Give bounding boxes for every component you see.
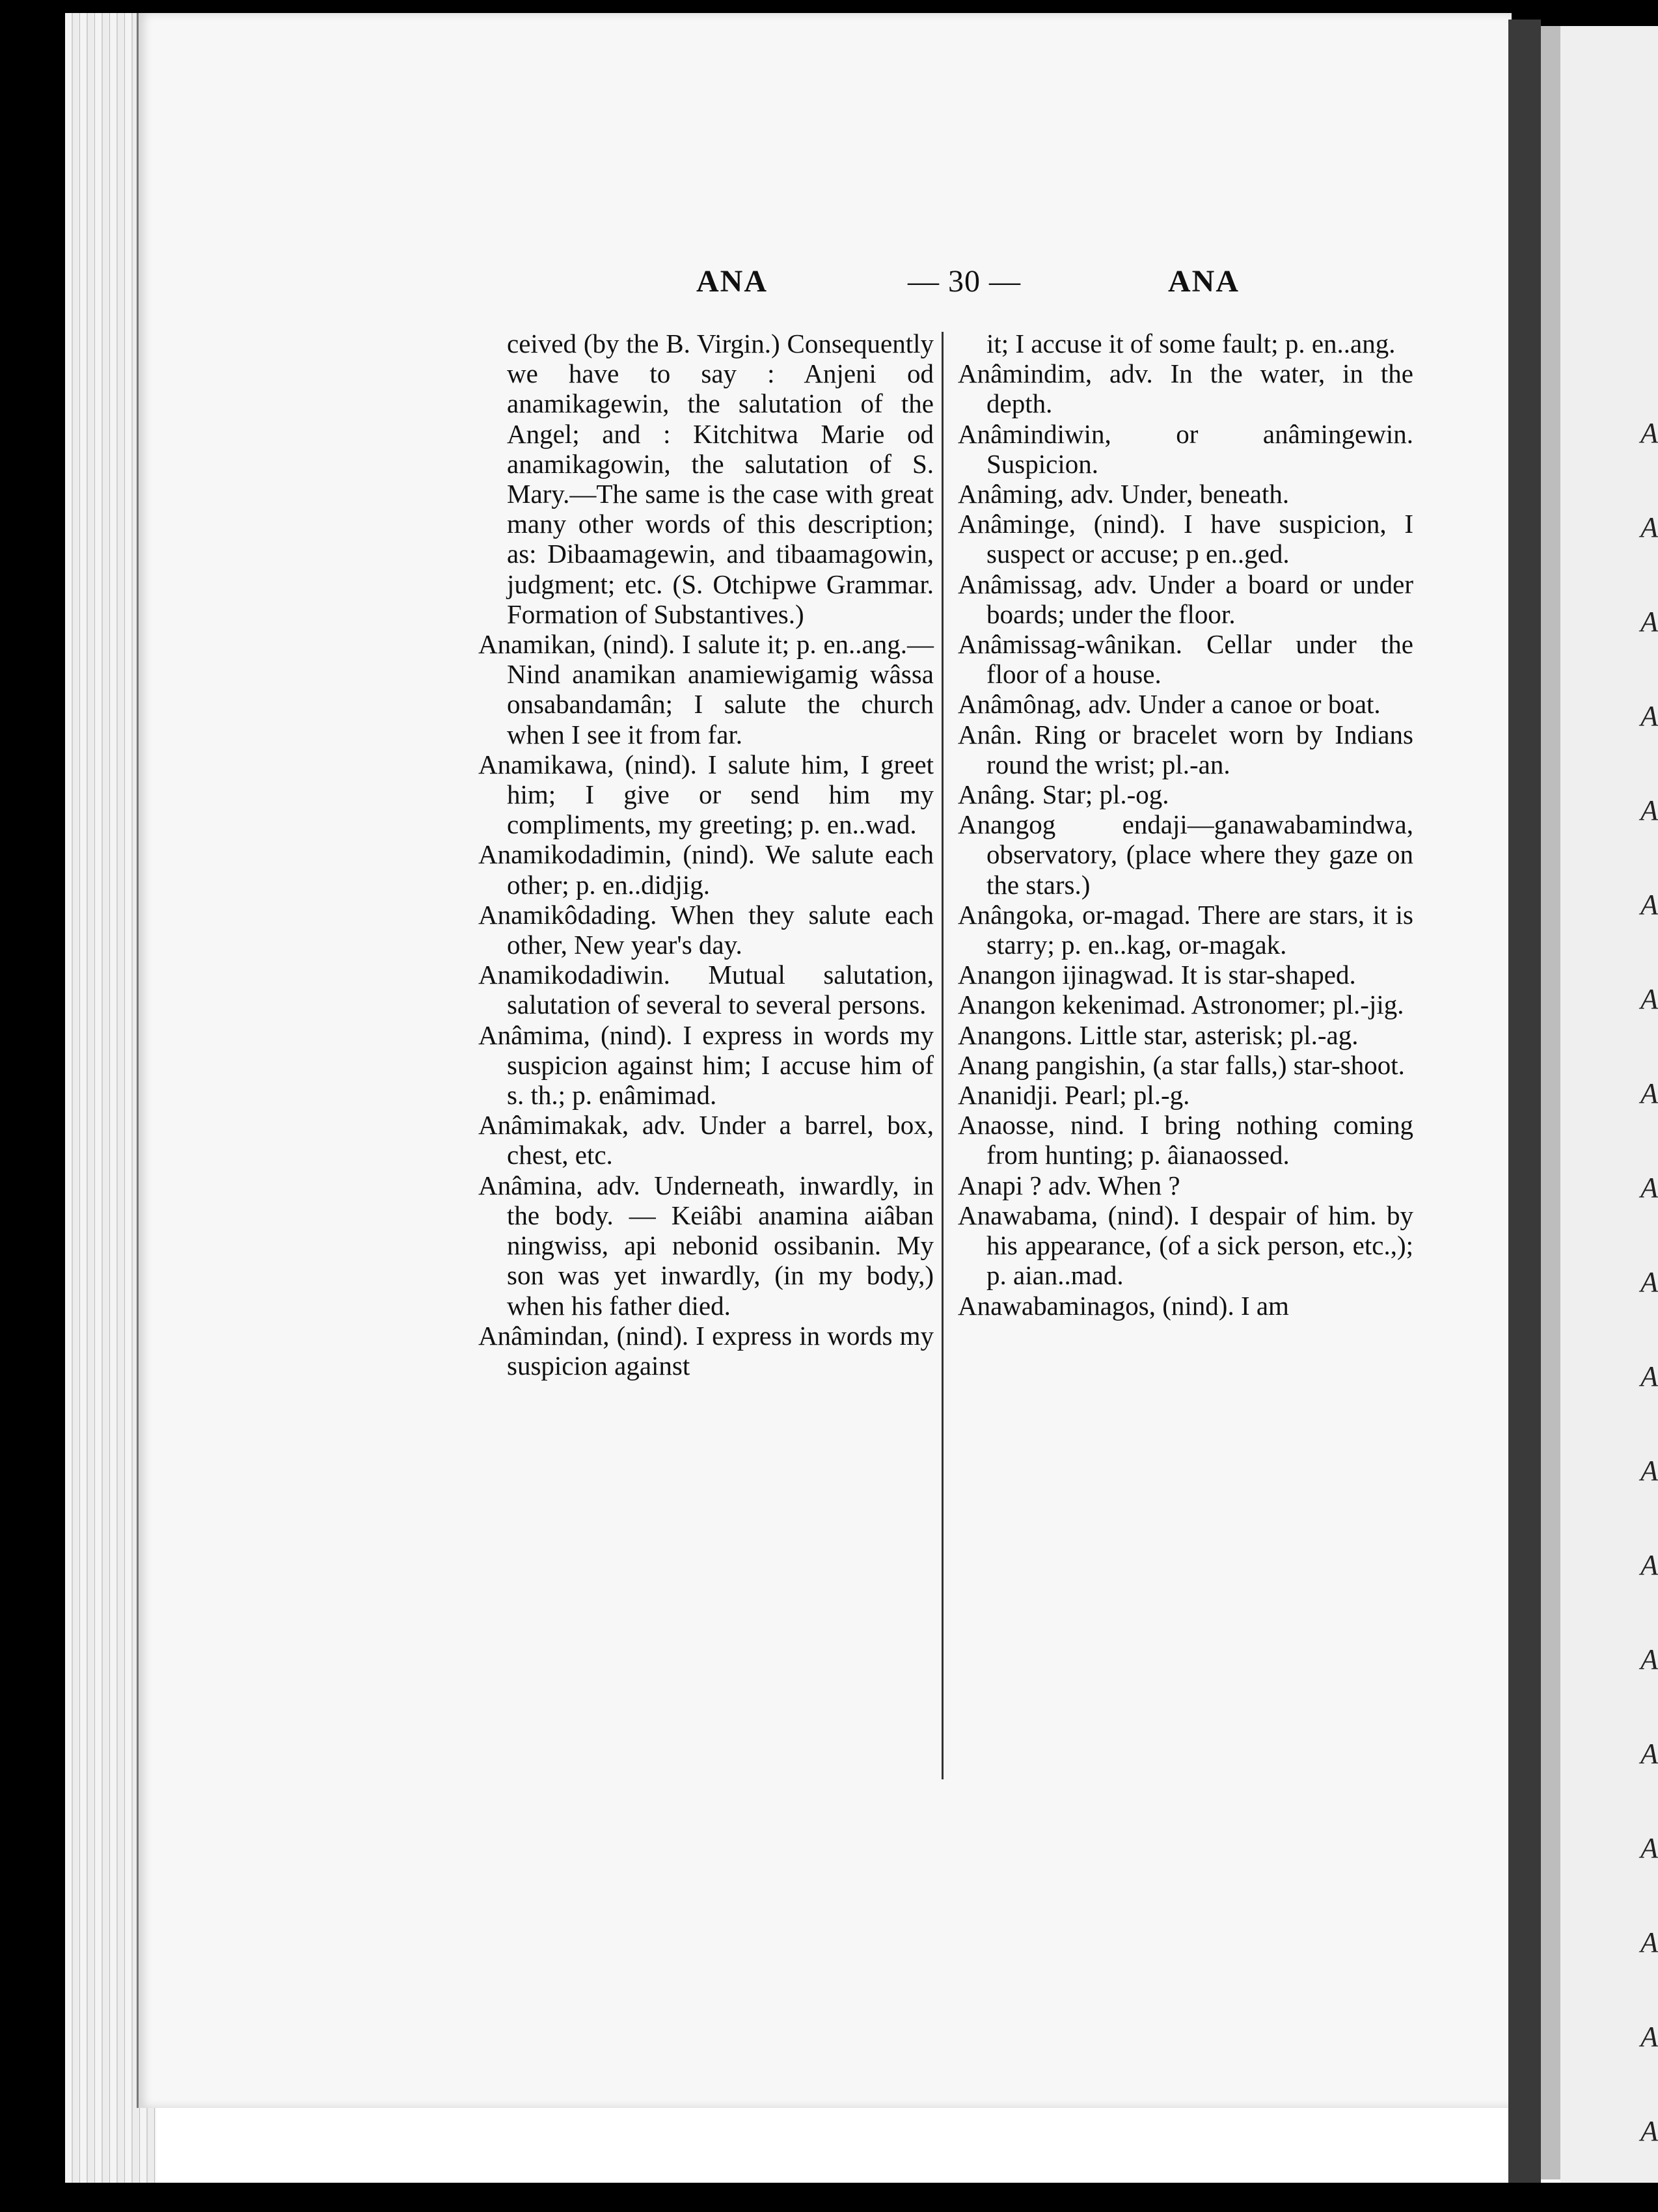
- dictionary-entry: Anapi ? adv. When ?: [958, 1170, 1180, 1200]
- facing-page-letter: A: [1640, 1455, 1658, 1487]
- dictionary-entry: Anâmina, adv. Underneath, inwardly, in the body. — Keiâbi anamina aiâban ningwiss, api nebonid ossibanin. My son was yet inwardly, (in my body,) when his father died.: [478, 1170, 934, 1321]
- facing-page-letter: A: [1640, 1738, 1658, 1770]
- facing-page-letter: A: [1640, 889, 1658, 921]
- right-column: [958, 329, 1413, 1321]
- scan-border-left: [0, 0, 65, 2212]
- facing-page-letter: A: [1640, 1172, 1658, 1204]
- dictionary-entry: Anangons. Little star, asterisk; pl.-ag.: [958, 1019, 1359, 1050]
- dictionary-entry: Anân. Ring or bracelet worn by Indians round the wrist; pl.-an.: [958, 719, 1413, 779]
- facing-page-letter: A: [1640, 1549, 1658, 1581]
- dictionary-entry: Anang pangishin, (a star falls,) star-shoot.: [958, 1049, 1405, 1080]
- scan-border-bottom: [0, 2183, 1658, 2212]
- dictionary-entry: Anâmima, (nind). I express in words my suspicion against him; I accuse him of s. th.; p. enâmimad.: [478, 1019, 934, 1111]
- dictionary-entry: Anâmimakak, adv. Under a barrel, box, chest, etc.: [478, 1110, 934, 1170]
- facing-page-letter: A: [1640, 1832, 1658, 1864]
- dictionary-entry: Anamikôdading. When they salute each other, New year's day.: [478, 899, 934, 960]
- dictionary-entry: Anawabaminagos, (nind). I am: [958, 1290, 1289, 1321]
- dictionary-entry: Anâminge, (nind). I have suspicion, I suspect or accuse; p en..ged.: [958, 509, 1413, 569]
- dictionary-entry: Anâmônag, adv. Under a canoe or boat.: [958, 689, 1381, 720]
- dictionary-entry: Anâmissag, adv. Under a board or under boards; under the floor.: [958, 569, 1413, 629]
- facing-page-letter: A: [1640, 511, 1658, 543]
- dictionary-entry: Anâmindiwin, or anâmingewin. Suspicion.: [958, 418, 1413, 479]
- spine-edge: [1541, 26, 1560, 2179]
- facing-page-letter: A: [1640, 1360, 1658, 1392]
- dictionary-entry: Anangon kekenimad. Astronomer; pl.-jig.: [958, 990, 1404, 1020]
- column-divider: [942, 332, 944, 1779]
- book-spine: [1508, 20, 1541, 2183]
- dictionary-entry: Anangon ijinagwad. It is star-shaped.: [958, 960, 1356, 990]
- page-number: — 30 —: [908, 264, 1021, 299]
- running-head-right: ANA: [1168, 264, 1240, 299]
- dictionary-entry: Anâming, adv. Under, beneath.: [958, 479, 1290, 509]
- dictionary-entry: Anangog endaji—ganawabamindwa, observatory, (place where they gaze on the stars.): [958, 809, 1413, 900]
- dictionary-entry: Anamikan, (nind). I salute it; p. en..ang.—Nind anamikan anamiewigamig wâssa onsabandamân; I salute the church when I see it from far.: [478, 629, 934, 749]
- dictionary-entry: Anamikawa, (nind). I salute him, I greet him; I give or send him my compliments, my greeting; p. en..wad.: [478, 749, 934, 840]
- facing-page-letter: A: [1640, 1926, 1658, 1958]
- running-head-left: ANA: [696, 264, 768, 299]
- facing-page-letter: A: [1640, 417, 1658, 449]
- dictionary-entry: Anâng. Star; pl.-og.: [958, 779, 1169, 810]
- dictionary-entry: ceived (by the B. Virgin.) Consequently we have to say : Anjeni od anamikagewin, the salutation of the Angel; and : Kitchitwa Marie od anamikagowin, the salutation of S. Mary.—The same is the case with great many other words of this description; as: Dibaamagewin, and tibaamagowin, judgment; etc. (S. Otchipwe Grammar. Formation of Substantives.): [507, 329, 934, 629]
- facing-page-letter: A: [1640, 700, 1658, 732]
- dictionary-entry: Anângoka, or-magad. There are stars, it is starry; p. en..kag, or-magak.: [958, 899, 1413, 960]
- dictionary-entry: Anamikodadimin, (nind). We salute each other; p. en..didjig.: [478, 839, 934, 900]
- dictionary-entry: Anawabama, (nind). I despair of him. by his appearance, (of a sick person, etc.,); p. aian..mad.: [958, 1200, 1413, 1291]
- facing-page-letter: A: [1640, 606, 1658, 638]
- dictionary-entry: Ananidji. Pearl; pl.-g.: [958, 1080, 1190, 1111]
- facing-page-fragment: [1560, 26, 1658, 2183]
- dictionary-entry: Anâmindan, (nind). I express in words my suspicion against: [478, 1320, 934, 1381]
- dictionary-entry: Anâmindim, adv. In the water, in the depth.: [958, 358, 1413, 419]
- facing-page-letter: A: [1640, 1643, 1658, 1675]
- facing-page-letter: A: [1640, 794, 1658, 826]
- dictionary-entry: Anâmissag-wânikan. Cellar under the floor of a house.: [958, 629, 1413, 690]
- facing-page-letter: A: [1640, 2021, 1658, 2053]
- facing-page-letter: A: [1640, 1266, 1658, 1298]
- facing-page-letter: A: [1640, 983, 1658, 1015]
- dictionary-entry: it; I accuse it of some fault; p. en..ang.: [986, 329, 1396, 358]
- left-column: [478, 329, 934, 1381]
- facing-page-letter: A: [1640, 2115, 1658, 2147]
- dictionary-entry: Anamikodadiwin. Mutual salutation, salutation of several to several persons.: [478, 960, 934, 1020]
- dictionary-entry: Anaosse, nind. I bring nothing coming from hunting; p. âianaossed.: [958, 1110, 1413, 1170]
- facing-page-letter: A: [1640, 1077, 1658, 1109]
